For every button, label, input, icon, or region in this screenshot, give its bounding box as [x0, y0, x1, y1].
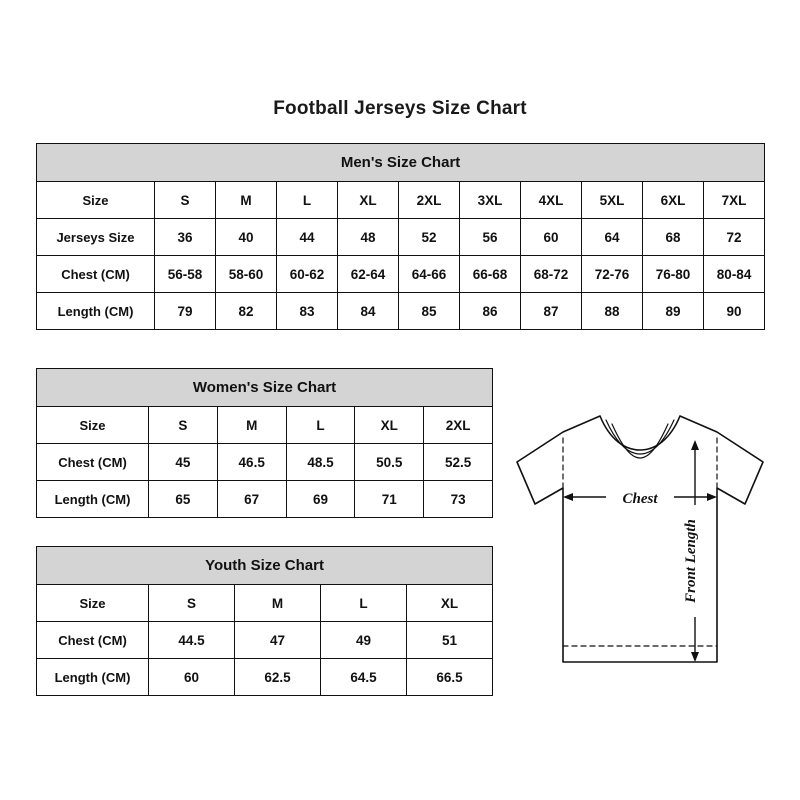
table-row [37, 481, 493, 518]
column-header: XL [407, 585, 493, 622]
column-header: S [149, 585, 235, 622]
youth-chart-caption: Youth Size Chart [37, 547, 493, 585]
column-header: 7XL [704, 182, 765, 219]
table-caption-row [37, 547, 493, 585]
cell: 46.5 [217, 444, 286, 481]
cell: 90 [704, 293, 765, 330]
column-header: Size [37, 407, 149, 444]
cell: 44 [277, 219, 338, 256]
jersey-outline [517, 416, 763, 662]
row-label: Length (CM) [37, 481, 149, 518]
table-row [37, 219, 765, 256]
cell: 48 [338, 219, 399, 256]
womens-size-table [36, 368, 493, 518]
cell: 64 [582, 219, 643, 256]
row-label: Chest (CM) [37, 256, 155, 293]
cell: 85 [399, 293, 460, 330]
cell: 89 [643, 293, 704, 330]
cell: 65 [149, 481, 218, 518]
cell: 58-60 [216, 256, 277, 293]
cell: 40 [216, 219, 277, 256]
table-row [37, 659, 493, 696]
table-row [37, 444, 493, 481]
column-header: S [149, 407, 218, 444]
womens-chart-caption: Women's Size Chart [37, 369, 493, 407]
column-header: 5XL [582, 182, 643, 219]
cell: 45 [149, 444, 218, 481]
cell: 56-58 [155, 256, 216, 293]
column-header: L [277, 182, 338, 219]
cell: 51 [407, 622, 493, 659]
cell: 73 [424, 481, 493, 518]
cell: 47 [235, 622, 321, 659]
mens-chart-caption: Men's Size Chart [37, 144, 765, 182]
cell: 72-76 [582, 256, 643, 293]
column-header: 2XL [424, 407, 493, 444]
cell: 80-84 [704, 256, 765, 293]
column-header: Size [37, 182, 155, 219]
cell: 52 [399, 219, 460, 256]
mens-size-table [36, 143, 765, 330]
collar-line-1 [606, 420, 674, 454]
row-label: Jerseys Size [37, 219, 155, 256]
cell: 60-62 [277, 256, 338, 293]
cell: 68 [643, 219, 704, 256]
column-header: L [286, 407, 355, 444]
cell: 86 [460, 293, 521, 330]
cell: 66-68 [460, 256, 521, 293]
column-header: S [155, 182, 216, 219]
cell: 52.5 [424, 444, 493, 481]
cell: 60 [521, 219, 582, 256]
column-header: 6XL [643, 182, 704, 219]
column-header: M [216, 182, 277, 219]
row-label: Chest (CM) [37, 444, 149, 481]
chest-label: Chest [622, 491, 658, 507]
table-row [37, 256, 765, 293]
table-header-row [37, 407, 493, 444]
cell: 83 [277, 293, 338, 330]
cell: 68-72 [521, 256, 582, 293]
cell: 36 [155, 219, 216, 256]
cell: 69 [286, 481, 355, 518]
cell: 64.5 [321, 659, 407, 696]
cell: 88 [582, 293, 643, 330]
cell: 71 [355, 481, 424, 518]
cell: 56 [460, 219, 521, 256]
page-title: Football Jerseys Size Chart [273, 98, 527, 119]
collar-line-2 [612, 424, 668, 458]
cell: 62-64 [338, 256, 399, 293]
column-header: M [235, 585, 321, 622]
table-caption-row [37, 144, 765, 182]
cell: 66.5 [407, 659, 493, 696]
column-header: 4XL [521, 182, 582, 219]
youth-size-chart [36, 546, 493, 696]
column-header: 2XL [399, 182, 460, 219]
mens-size-chart [36, 143, 765, 330]
cell: 44.5 [149, 622, 235, 659]
cell: 48.5 [286, 444, 355, 481]
youth-size-table [36, 546, 493, 696]
cell: 76-80 [643, 256, 704, 293]
cell: 67 [217, 481, 286, 518]
cell: 79 [155, 293, 216, 330]
column-header: 3XL [460, 182, 521, 219]
column-header: XL [338, 182, 399, 219]
womens-size-chart [36, 368, 493, 518]
cell: 84 [338, 293, 399, 330]
cell: 72 [704, 219, 765, 256]
table-caption-row [37, 369, 493, 407]
row-label: Length (CM) [37, 293, 155, 330]
column-header: M [217, 407, 286, 444]
table-header-row [37, 585, 493, 622]
cell: 87 [521, 293, 582, 330]
cell: 64-66 [399, 256, 460, 293]
table-row [37, 293, 765, 330]
cell: 62.5 [235, 659, 321, 696]
cell: 49 [321, 622, 407, 659]
column-header: Size [37, 585, 149, 622]
cell: 60 [149, 659, 235, 696]
cell: 50.5 [355, 444, 424, 481]
table-row [37, 622, 493, 659]
row-label: Length (CM) [37, 659, 149, 696]
column-header: XL [355, 407, 424, 444]
front-length-label: Front Length [683, 519, 699, 603]
cell: 82 [216, 293, 277, 330]
column-header: L [321, 585, 407, 622]
jersey-measurement-diagram [505, 400, 775, 690]
row-label: Chest (CM) [37, 622, 149, 659]
table-header-row [37, 182, 765, 219]
